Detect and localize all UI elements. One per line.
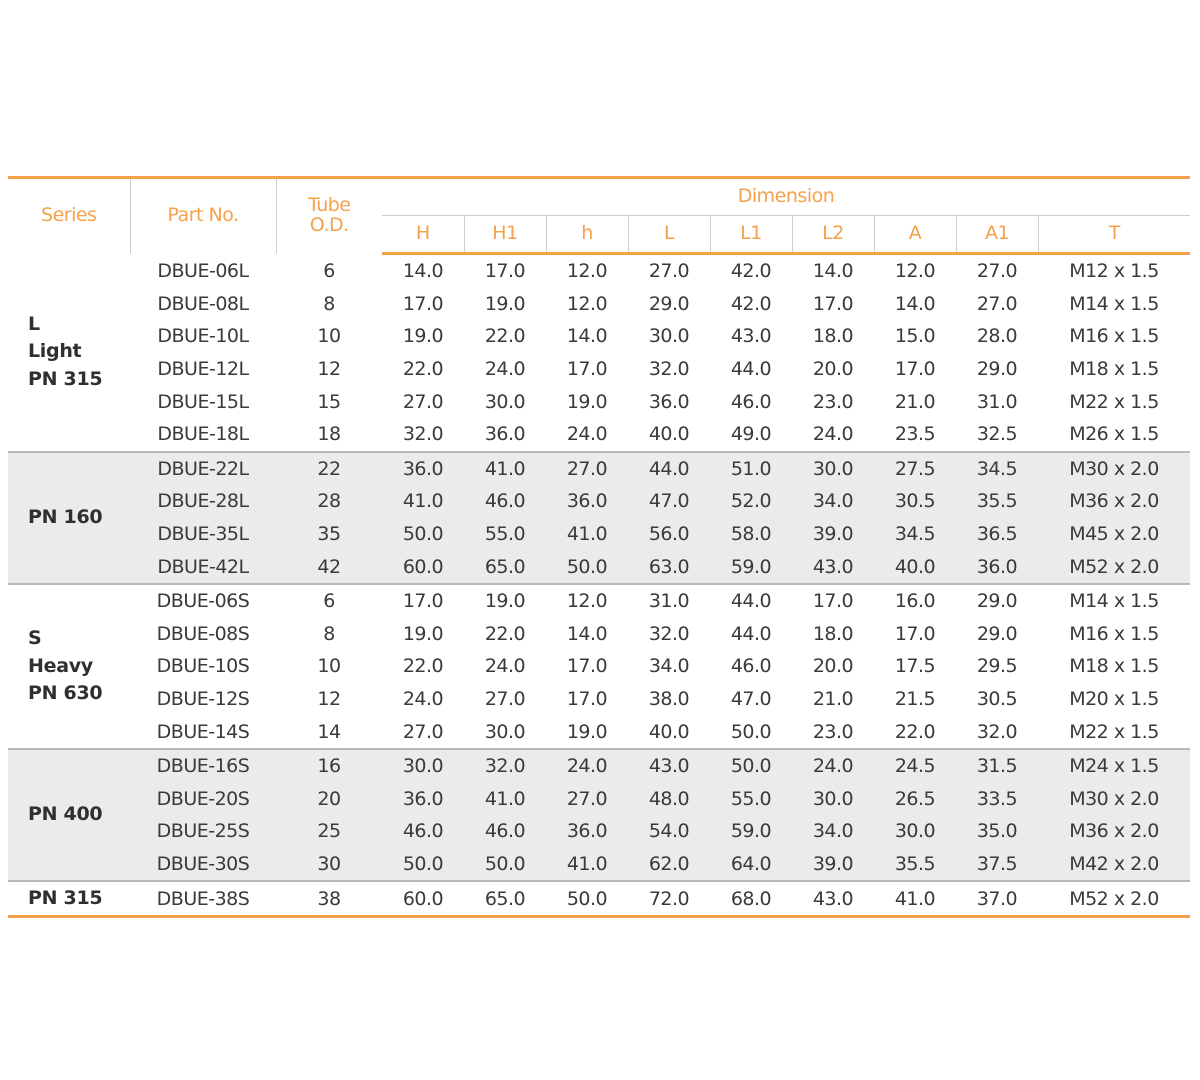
cell-dim-a1: 33.5 [956,783,1038,816]
cell-part-no: DBUE-30S [130,848,276,882]
cell-part-no: DBUE-10S [156,655,250,678]
series-group [8,881,1190,916]
cell-dim-l: 54.0 [628,815,710,848]
series-label-line: S [28,627,42,650]
cell-dim-t: M18 x 1.5 [1069,655,1159,678]
cell-dim-h-small: 27.0 [546,783,628,816]
cell-dim-t: M22 x 1.5 [1069,390,1159,413]
cell-dim-h-small: 50.0 [546,881,628,916]
cell-dim-a: 24.5 [874,749,956,783]
cell-dim-l1: 50.0 [710,749,792,783]
cell-tube-od: 8 [323,292,335,315]
cell-dim-a1: 29.0 [956,584,1038,618]
table-row [8,584,1190,618]
cell-dim-h1: 19.0 [484,292,526,315]
cell-part-no: DBUE-15L [157,390,249,413]
cell-dim-a: 30.0 [874,815,956,848]
table-row [8,320,1190,353]
cell-dim-h-small: 36.0 [546,485,628,518]
cell-part-no: DBUE-14S [156,720,250,743]
cell-dim-h1: 65.0 [464,550,546,584]
cell-dim-t: M14 x 1.5 [1038,584,1190,618]
cell-tube-od: 15 [317,390,341,413]
series-group [8,254,1190,452]
cell-dim-h: 60.0 [382,881,464,916]
cell-dim-l: 44.0 [628,452,710,486]
cell-dim-h-small: 14.0 [566,622,608,645]
cell-dim-l1: 64.0 [710,848,792,882]
cell-tube-od: 30 [276,848,382,882]
table-row [8,452,1190,486]
table-row [8,353,1190,386]
cell-dim-l2: 43.0 [792,881,874,916]
cell-dim-h1: 32.0 [464,749,546,783]
cell-dim-t: M12 x 1.5 [1069,260,1159,283]
header-dim-l: L [628,216,710,254]
cell-dim-l2: 23.0 [812,720,854,743]
cell-tube-od: 18 [317,423,341,446]
cell-part-no: DBUE-35L [130,518,276,551]
cell-dim-l1: 46.0 [730,390,772,413]
cell-dim-t: M42 x 2.0 [1038,848,1190,882]
cell-dim-a1: 27.0 [976,292,1018,315]
cell-dim-h1: 36.0 [484,423,526,446]
cell-dim-l: 56.0 [628,518,710,551]
header-dim-h: H [382,216,464,254]
cell-dim-a: 17.5 [894,655,936,678]
cell-dim-a: 17.0 [894,358,936,381]
cell-dim-l2: 24.0 [792,749,874,783]
cell-dim-h1: 65.0 [464,881,546,916]
cell-dim-h1: 17.0 [484,260,526,283]
cell-dim-l2: 30.0 [792,452,874,486]
cell-dim-l2: 21.0 [812,688,854,711]
series-group [8,452,1190,584]
header-dim-h: h [546,216,628,254]
series-label-line: PN 315 [28,886,103,909]
cell-dim-t: M16 x 1.5 [1069,325,1159,348]
cell-dim-l2: 43.0 [792,550,874,584]
header-tube-line1: Tube [307,194,351,217]
table-row [8,518,1190,551]
cell-tube-od: 35 [276,518,382,551]
cell-dim-h1: 24.0 [484,655,526,678]
cell-dim-l1: 50.0 [730,720,772,743]
table-row [8,783,1190,816]
cell-dim-l2: 34.0 [792,815,874,848]
cell-dim-l2: 39.0 [792,848,874,882]
dimension-table [8,176,1190,918]
cell-dim-a1: 34.5 [956,452,1038,486]
cell-dim-h: 32.0 [402,423,444,446]
cell-dim-a: 30.5 [874,485,956,518]
cell-dim-l1: 55.0 [710,783,792,816]
cell-part-no: DBUE-28L [130,485,276,518]
cell-dim-h: 60.0 [382,550,464,584]
cell-dim-l: 62.0 [628,848,710,882]
cell-dim-h-small: 27.0 [546,452,628,486]
cell-dim-l1: 44.0 [730,622,772,645]
cell-dim-h1: 24.0 [484,358,526,381]
cell-dim-a1: 37.0 [956,881,1038,916]
series-label-line: L [28,312,40,335]
cell-dim-l: 29.0 [648,292,690,315]
cell-part-no: DBUE-10L [157,325,249,348]
cell-dim-t: M18 x 1.5 [1069,358,1159,381]
cell-dim-l1: 42.0 [730,292,772,315]
cell-dim-l: 72.0 [628,881,710,916]
cell-dim-a: 34.5 [874,518,956,551]
cell-dim-h-small: 17.0 [566,655,608,678]
cell-tube-od: 8 [323,622,335,645]
header-tube-od [276,178,382,254]
cell-dim-l2: 23.0 [812,390,854,413]
cell-dim-a1: 36.5 [956,518,1038,551]
series-label-line: Heavy [28,654,93,677]
cell-dim-l2: 17.0 [812,292,854,315]
cell-dim-a1: 29.0 [976,622,1018,645]
cell-dim-a: 16.0 [874,584,956,618]
cell-tube-od: 6 [323,259,335,282]
cell-dim-a1: 28.0 [976,325,1018,348]
cell-dim-t: M52 x 2.0 [1038,881,1190,916]
table-row [8,550,1190,584]
cell-dim-l1: 49.0 [730,423,772,446]
table-header [8,178,1190,254]
table-row [8,881,1190,916]
cell-part-no: DBUE-20S [130,783,276,816]
cell-dim-l: 63.0 [628,550,710,584]
cell-dim-l: 40.0 [648,423,690,446]
cell-dim-a1: 32.5 [976,423,1018,446]
cell-dim-h: 19.0 [402,325,444,348]
cell-tube-od: 10 [317,655,341,678]
cell-tube-od: 6 [276,584,382,618]
cell-dim-h: 17.0 [402,292,444,315]
cell-dim-l1: 59.0 [710,815,792,848]
table-row [8,650,1190,683]
series-group [8,584,1190,749]
cell-dim-h-small: 24.0 [566,423,608,446]
cell-tube-od: 42 [276,550,382,584]
cell-dim-l1: 51.0 [710,452,792,486]
table-row [8,385,1190,418]
cell-dim-a1: 27.0 [976,260,1018,283]
cell-dim-h: 30.0 [382,749,464,783]
cell-dim-h1: 55.0 [464,518,546,551]
cell-dim-a: 17.0 [894,622,936,645]
cell-dim-h: 17.0 [382,584,464,618]
cell-dim-h1: 46.0 [464,815,546,848]
header-dimension: Dimension [382,178,1190,216]
cell-dim-a1: 31.5 [956,749,1038,783]
cell-dim-h-small: 50.0 [546,550,628,584]
table-row [8,418,1190,452]
table-row [8,815,1190,848]
cell-dim-a1: 31.0 [976,390,1018,413]
cell-dim-a: 21.0 [894,390,936,413]
cell-dim-h-small: 41.0 [546,518,628,551]
cell-dim-l: 30.0 [648,325,690,348]
cell-dim-h1: 30.0 [484,720,526,743]
header-dim-a1: A1 [956,216,1038,254]
cell-dim-l: 48.0 [628,783,710,816]
cell-dim-h-small: 17.0 [566,358,608,381]
cell-dim-t: M16 x 1.5 [1069,622,1159,645]
cell-dim-l2: 20.0 [812,655,854,678]
cell-dim-h1: 30.0 [484,390,526,413]
table-row [8,848,1190,882]
cell-dim-h-small: 14.0 [566,325,608,348]
cell-dim-t: M26 x 1.5 [1069,423,1159,446]
cell-dim-h: 24.0 [402,688,444,711]
cell-dim-h1: 22.0 [484,325,526,348]
cell-dim-h-small: 17.0 [566,688,608,711]
cell-dim-h: 27.0 [402,390,444,413]
series-group [8,749,1190,881]
cell-tube-od: 38 [276,881,382,916]
cell-dim-a: 26.5 [874,783,956,816]
cell-tube-od: 20 [276,783,382,816]
cell-dim-a: 12.0 [894,260,936,283]
cell-dim-l: 47.0 [628,485,710,518]
cell-dim-l: 34.0 [648,655,690,678]
series-label-line: PN 315 [28,367,103,390]
cell-dim-a1: 32.0 [976,720,1018,743]
cell-dim-h1: 46.0 [464,485,546,518]
cell-dim-l: 36.0 [648,390,690,413]
cell-dim-a1: 29.5 [976,655,1018,678]
cell-dim-h: 46.0 [382,815,464,848]
cell-part-no: DBUE-06L [157,259,249,282]
cell-dim-l1: 58.0 [710,518,792,551]
cell-dim-t: M30 x 2.0 [1038,452,1190,486]
series-label [8,749,130,881]
cell-dim-a1: 29.0 [976,358,1018,381]
cell-dim-h: 36.0 [382,452,464,486]
cell-dim-t: M30 x 2.0 [1038,783,1190,816]
header-part-no: Part No. [130,178,276,254]
header-dim-h1: H1 [464,216,546,254]
cell-dim-h-small: 12.0 [546,584,628,618]
cell-part-no: DBUE-16S [130,749,276,783]
cell-dim-h: 22.0 [402,655,444,678]
table-row [8,288,1190,321]
cell-dim-l2: 24.0 [812,423,854,446]
cell-part-no: DBUE-06S [130,584,276,618]
cell-dim-h-small: 19.0 [566,390,608,413]
cell-dim-l: 31.0 [628,584,710,618]
cell-part-no: DBUE-42L [130,550,276,584]
cell-dim-h-small: 12.0 [566,292,608,315]
series-label [8,452,130,584]
cell-dim-h1: 27.0 [484,688,526,711]
cell-dim-a1: 35.0 [956,815,1038,848]
header-dim-l1: L1 [710,216,792,254]
cell-dim-h: 50.0 [382,518,464,551]
cell-dim-a: 14.0 [894,292,936,315]
cell-part-no: DBUE-18L [157,423,249,446]
cell-dim-h: 22.0 [402,358,444,381]
cell-dim-l1: 43.0 [730,325,772,348]
cell-tube-od: 25 [276,815,382,848]
cell-dim-l2: 39.0 [792,518,874,551]
cell-tube-od: 10 [317,325,341,348]
cell-dim-h1: 19.0 [464,584,546,618]
cell-dim-l2: 14.0 [812,260,854,283]
cell-dim-l: 32.0 [648,622,690,645]
cell-dim-l2: 17.0 [792,584,874,618]
series-label-line: PN 160 [28,505,103,528]
cell-dim-h1: 22.0 [484,622,526,645]
cell-tube-od: 16 [276,749,382,783]
cell-dim-h: 19.0 [402,622,444,645]
cell-dim-l2: 18.0 [812,325,854,348]
cell-dim-a1: 37.5 [956,848,1038,882]
cell-dim-a: 35.5 [874,848,956,882]
cell-dim-l1: 52.0 [710,485,792,518]
cell-dim-h: 50.0 [382,848,464,882]
cell-dim-l: 32.0 [648,358,690,381]
cell-part-no: DBUE-22L [130,452,276,486]
series-label [8,254,130,452]
table-row [8,715,1190,749]
header-dim-a: A [874,216,956,254]
cell-dim-h: 27.0 [402,720,444,743]
series-label [8,881,130,916]
cell-dim-h: 14.0 [402,260,444,283]
table-row [8,749,1190,783]
cell-dim-h-small: 41.0 [546,848,628,882]
cell-dim-h1: 41.0 [464,783,546,816]
header-tube-line2: O.D. [309,214,349,237]
cell-dim-h-small: 19.0 [566,720,608,743]
cell-dim-l1: 44.0 [730,358,772,381]
cell-dim-t: M20 x 1.5 [1069,688,1159,711]
cell-dim-l: 43.0 [628,749,710,783]
cell-dim-l1: 46.0 [730,655,772,678]
table-row [8,618,1190,651]
cell-dim-a1: 36.0 [956,550,1038,584]
cell-dim-l2: 34.0 [792,485,874,518]
cell-part-no: DBUE-38S [130,881,276,916]
cell-tube-od: 28 [276,485,382,518]
cell-tube-od: 12 [317,688,341,711]
cell-dim-a: 27.5 [874,452,956,486]
cell-dim-l1: 44.0 [710,584,792,618]
header-dim-l2: L2 [792,216,874,254]
cell-dim-a: 15.0 [894,325,936,348]
series-label [8,584,130,749]
table-row [8,485,1190,518]
header-dim-t: T [1038,216,1190,254]
cell-dim-a1: 35.5 [956,485,1038,518]
cell-dim-h-small: 12.0 [566,260,608,283]
cell-dim-h: 36.0 [382,783,464,816]
cell-dim-l: 27.0 [648,260,690,283]
header-series: Series [8,178,130,254]
cell-dim-l: 38.0 [648,688,690,711]
table-row [8,254,1190,288]
cell-dim-a: 22.0 [894,720,936,743]
cell-dim-t: M52 x 2.0 [1038,550,1190,584]
cell-part-no: DBUE-12S [156,688,250,711]
series-label-line: Light [28,340,82,363]
series-label-line: PN 630 [28,682,103,705]
cell-tube-od: 22 [276,452,382,486]
cell-part-no: DBUE-08L [157,292,249,315]
cell-dim-a: 40.0 [874,550,956,584]
cell-dim-l1: 47.0 [730,688,772,711]
cell-dim-t: M36 x 2.0 [1038,815,1190,848]
cell-dim-t: M45 x 2.0 [1038,518,1190,551]
cell-dim-a1: 30.5 [976,688,1018,711]
cell-part-no: DBUE-12L [157,358,249,381]
cell-dim-l2: 30.0 [792,783,874,816]
cell-part-no: DBUE-25S [130,815,276,848]
cell-dim-a: 23.5 [894,423,936,446]
cell-dim-l2: 20.0 [812,358,854,381]
cell-tube-od: 14 [317,720,341,743]
cell-dim-t: M22 x 1.5 [1069,720,1159,743]
cell-dim-l1: 42.0 [730,260,772,283]
table-row [8,683,1190,716]
series-label-line: PN 400 [28,803,103,826]
cell-dim-h-small: 24.0 [546,749,628,783]
cell-dim-h: 41.0 [382,485,464,518]
cell-dim-t: M36 x 2.0 [1038,485,1190,518]
cell-dim-t: M24 x 1.5 [1038,749,1190,783]
cell-dim-a: 21.5 [894,688,936,711]
cell-dim-a: 41.0 [874,881,956,916]
cell-dim-h1: 50.0 [464,848,546,882]
cell-dim-l: 40.0 [648,720,690,743]
cell-tube-od: 12 [317,358,341,381]
cell-dim-h1: 41.0 [464,452,546,486]
cell-dim-t: M14 x 1.5 [1069,292,1159,315]
cell-dim-l1: 68.0 [710,881,792,916]
cell-dim-h-small: 36.0 [546,815,628,848]
cell-dim-l1: 59.0 [710,550,792,584]
cell-dim-l2: 18.0 [812,622,854,645]
cell-part-no: DBUE-08S [156,622,250,645]
